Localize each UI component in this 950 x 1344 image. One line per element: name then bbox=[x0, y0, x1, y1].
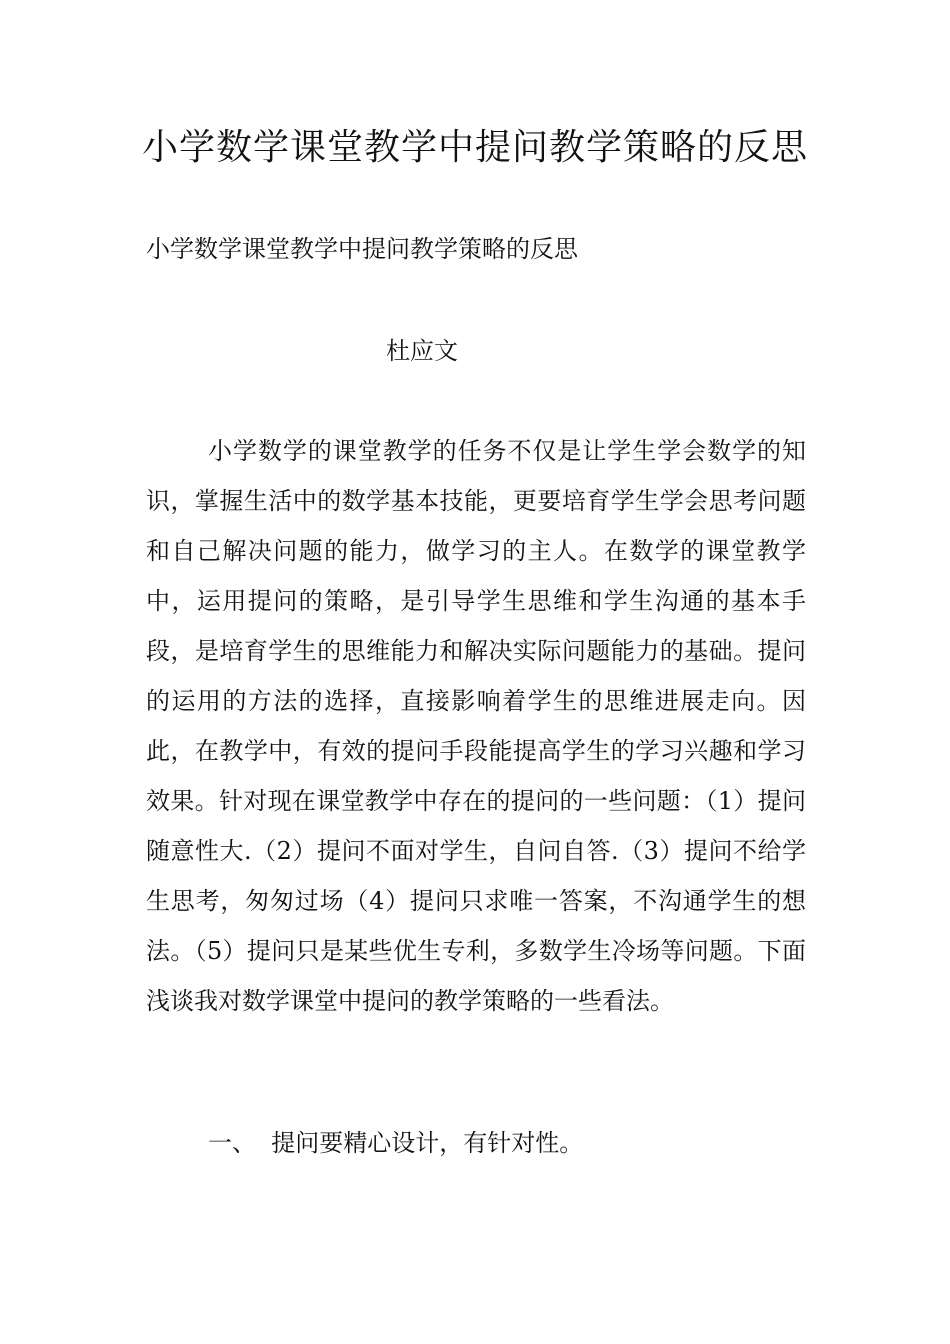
intro-paragraph: 小学数学的课堂教学的任务不仅是让学生学会数学的知识，掌握生活中的数学基本技能，更要培育学生学会思考问题和自己解决问题的能力，做学习的主人。在数学的课堂教学中，运用提问的策略，是引导学生思维和学生沟通的基本手段，是培育学生的思维能力和解决实际问题能力的基础。提问的运用的方法的选择，直接影响着学生的思维进展走向。因此，在教学中，有效的提问手段能提高学生的学习兴趣和学习效果。针对现在课堂教学中存在的提问的一些问题：（1）提问随意性大.（2）提问不面对学生，自问自答.（3）提问不给学生思考，匆匆过场（4）提问只求唯一答案，不沟通学生的想法。（5）提问只是某些优生专利，多数学生冷场等问题。下面浅谈我对数学课堂中提问的教学策略的一些看法。 bbox=[146, 437, 806, 1015]
section-heading-1: 一、 提问要精心设计，有针对性。 bbox=[208, 1129, 584, 1157]
document-subheading: 小学数学课堂教学中提问教学策略的反思 bbox=[146, 235, 578, 263]
document-title: 小学数学课堂教学中提问教学策略的反思 bbox=[141, 127, 808, 168]
author-name: 杜应文 bbox=[386, 337, 458, 365]
